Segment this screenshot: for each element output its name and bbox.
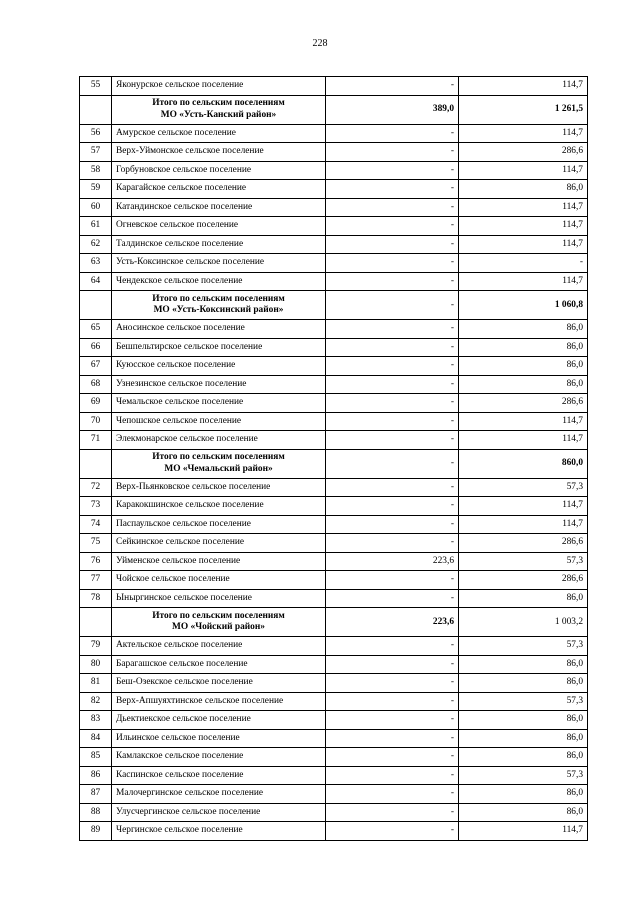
value-1: - [326,571,459,590]
table-row [80,534,588,553]
settlement-name: Паспаульское сельское поселение [112,515,326,534]
value-2: 57,3 [459,552,588,571]
row-number-cell [80,95,112,124]
value-2: 114,7 [459,217,588,236]
value-2: 57,3 [459,478,588,497]
value-2: 114,7 [459,497,588,516]
settlement-name: Чендекское сельское поселение [112,272,326,291]
row-number: 57 [80,143,112,162]
value-1: - [326,77,459,96]
subtotal-row [80,449,588,478]
subtotal-value-1: 389,0 [326,95,459,124]
value-2: 114,7 [459,412,588,431]
row-number: 81 [80,674,112,693]
table-row [80,143,588,162]
row-number: 59 [80,180,112,199]
settlement-name: Барагашское сельское поселение [112,655,326,674]
table-row [80,235,588,254]
value-1: - [326,497,459,516]
table-row [80,692,588,711]
value-2: 86,0 [459,711,588,730]
subtotal-label-line1: Итого по сельским поселениям [152,293,285,304]
settlement-name: Элекмонарское сельское поселение [112,431,326,450]
settlement-name: Ыныргинское сельское поселение [112,589,326,608]
table-row [80,217,588,236]
row-number: 55 [80,77,112,96]
value-1: - [326,711,459,730]
value-2: - [459,254,588,273]
table-row [80,655,588,674]
row-number: 74 [80,515,112,534]
value-2: 86,0 [459,338,588,357]
row-number: 56 [80,124,112,143]
settlement-name: Бешпельтирское сельское поселение [112,338,326,357]
value-2: 114,7 [459,431,588,450]
row-number: 79 [80,637,112,656]
settlement-name: Малочергинское сельское поселение [112,785,326,804]
table-row [80,198,588,217]
table-row [80,124,588,143]
value-2: 86,0 [459,180,588,199]
settlement-name: Чойское сельское поселение [112,571,326,590]
row-number: 88 [80,803,112,822]
value-1: - [326,803,459,822]
row-number: 75 [80,534,112,553]
row-number: 77 [80,571,112,590]
table-row [80,338,588,357]
subtotal-value-1: - [326,291,459,320]
settlement-name: Катандинское сельское поселение [112,198,326,217]
value-2: 114,7 [459,515,588,534]
value-2: 114,7 [459,124,588,143]
value-1: - [326,161,459,180]
table-row [80,803,588,822]
row-number: 71 [80,431,112,450]
value-2: 86,0 [459,748,588,767]
subtotal-label [112,95,326,124]
row-number: 70 [80,412,112,431]
value-1: - [326,729,459,748]
value-1: - [326,357,459,376]
settlement-name: Карагайское сельское поселение [112,180,326,199]
value-2: 114,7 [459,272,588,291]
subtotal-row [80,95,588,124]
value-2: 86,0 [459,655,588,674]
subtotal-label-line2: МО «Чемальский район» [164,463,273,474]
row-number: 64 [80,272,112,291]
table-row [80,180,588,199]
subtotal-label-line2: МО «Чойский район» [172,622,265,632]
subtotal-row [80,291,588,320]
subtotal-value-2: 1 003,2 [459,608,588,637]
table-row [80,552,588,571]
row-number: 67 [80,357,112,376]
value-2: 57,3 [459,766,588,785]
subtotal-value-1: - [326,449,459,478]
table-row [80,254,588,273]
value-2: 86,0 [459,375,588,394]
table-row [80,571,588,590]
subtotal-label-line2: МО «Усть-Канский район» [160,109,277,120]
row-number: 86 [80,766,112,785]
subtotal-label-line1: Итого по сельским поселениям [152,98,285,108]
table-row [80,161,588,180]
value-1: - [326,534,459,553]
settlement-name: Верх-Пьянковское сельское поселение [112,478,326,497]
value-1: - [326,198,459,217]
row-number: 83 [80,711,112,730]
value-2: 86,0 [459,589,588,608]
settlement-name: Чергинское сельское поселение [112,822,326,841]
value-1: - [326,766,459,785]
row-number: 62 [80,235,112,254]
value-1: - [326,431,459,450]
table-row [80,785,588,804]
table-row [80,320,588,339]
settlement-name: Чепошское сельское поселение [112,412,326,431]
table-row [80,729,588,748]
value-1: - [326,320,459,339]
page-number: 228 [312,38,328,49]
table-row [80,272,588,291]
value-2: 286,6 [459,571,588,590]
row-number: 85 [80,748,112,767]
value-2: 114,7 [459,822,588,841]
row-number: 63 [80,254,112,273]
value-2: 286,6 [459,394,588,413]
table-row [80,515,588,534]
row-number-cell [80,449,112,478]
table-row [80,589,588,608]
settlement-name: Камлакское сельское поселение [112,748,326,767]
row-number-cell [80,291,112,320]
table-row [80,748,588,767]
subtotal-label-line1: Итого по сельским поселениям [152,610,285,621]
table-row [80,637,588,656]
value-2: 86,0 [459,320,588,339]
table-row [80,431,588,450]
row-number: 72 [80,478,112,497]
value-1: - [326,124,459,143]
settlement-name: Уйменское сельское поселение [112,552,326,571]
row-number: 61 [80,217,112,236]
value-2: 114,7 [459,77,588,96]
value-1: - [326,655,459,674]
value-1: - [326,235,459,254]
row-number: 73 [80,497,112,516]
value-1: - [326,822,459,841]
value-1: - [326,478,459,497]
value-1: - [326,515,459,534]
settlement-name: Горбуновское сельское поселение [112,161,326,180]
table-row [80,711,588,730]
settlement-name: Узнезинское сельское поселение [112,375,326,394]
settlement-name: Дьектиекское сельское поселение [112,711,326,730]
value-2: 57,3 [459,692,588,711]
settlement-name: Талдинское сельское поселение [112,235,326,254]
settlement-name: Ильинское сельское поселение [112,729,326,748]
settlement-name: Актельское сельское поселение [112,637,326,656]
row-number: 76 [80,552,112,571]
settlement-name: Амурское сельское поселение [112,124,326,143]
value-1: - [326,748,459,767]
value-1: - [326,589,459,608]
subtotal-row [80,608,588,637]
settlements-table [79,76,588,841]
row-number: 69 [80,394,112,413]
row-number: 66 [80,338,112,357]
value-2: 114,7 [459,235,588,254]
settlement-name: Сейкинское сельское поселение [112,534,326,553]
value-1: - [326,180,459,199]
value-1: - [326,637,459,656]
value-1: 223,6 [326,552,459,571]
table-row [80,77,588,96]
subtotal-label [112,291,326,320]
subtotal-value-2: 860,0 [459,449,588,478]
value-1: - [326,143,459,162]
row-number: 80 [80,655,112,674]
value-1: - [326,272,459,291]
subtotal-value-2: 1 261,5 [459,95,588,124]
value-2: 57,3 [459,637,588,656]
value-2: 114,7 [459,198,588,217]
settlement-name: Чемальское сельское поселение [112,394,326,413]
value-2: 86,0 [459,785,588,804]
row-number: 82 [80,692,112,711]
subtotal-label [112,449,326,478]
value-1: - [326,412,459,431]
settlement-name: Улусчергинское сельское поселение [112,803,326,822]
value-1: - [326,338,459,357]
row-number: 89 [80,822,112,841]
value-1: - [326,217,459,236]
table-row [80,478,588,497]
value-2: 86,0 [459,674,588,693]
row-number: 68 [80,375,112,394]
subtotal-label [112,608,326,637]
table-row [80,766,588,785]
value-2: 86,0 [459,729,588,748]
settlement-name: Верх-Апшуяхтинское сельское поселение [112,692,326,711]
value-1: - [326,674,459,693]
settlement-name: Верх-Уймонское сельское поселение [112,143,326,162]
table-row [80,497,588,516]
value-1: - [326,254,459,273]
subtotal-label-line2: МО «Усть-Коксинский район» [153,305,284,315]
row-number: 65 [80,320,112,339]
value-2: 86,0 [459,357,588,376]
value-1: - [326,692,459,711]
value-2: 286,6 [459,534,588,553]
table-row [80,394,588,413]
row-number: 87 [80,785,112,804]
settlement-name: Яконурское сельское поселение [112,77,326,96]
settlement-name: Огневское сельское поселение [112,217,326,236]
settlement-name: Беш-Озекское сельское поселение [112,674,326,693]
value-1: - [326,785,459,804]
row-number: 78 [80,589,112,608]
table-row [80,357,588,376]
value-1: - [326,375,459,394]
subtotal-value-2: 1 060,8 [459,291,588,320]
table-row [80,412,588,431]
subtotal-value-1: 223,6 [326,608,459,637]
value-2: 286,6 [459,143,588,162]
table-row [80,822,588,841]
subtotal-label-line1: Итого по сельским поселениям [152,452,285,462]
value-2: 86,0 [459,803,588,822]
value-2: 114,7 [459,161,588,180]
settlement-name: Аносинское сельское поселение [112,320,326,339]
settlement-name: Усть-Коксинское сельское поселение [112,254,326,273]
table-row [80,674,588,693]
settlement-name: Куюсское сельское поселение [112,357,326,376]
row-number: 60 [80,198,112,217]
row-number: 58 [80,161,112,180]
table-row [80,375,588,394]
settlement-name: Каракокшинское сельское поселение [112,497,326,516]
value-1: - [326,394,459,413]
row-number-cell [80,608,112,637]
table-body [80,77,588,841]
settlement-name: Каспинское сельское поселение [112,766,326,785]
row-number: 84 [80,729,112,748]
